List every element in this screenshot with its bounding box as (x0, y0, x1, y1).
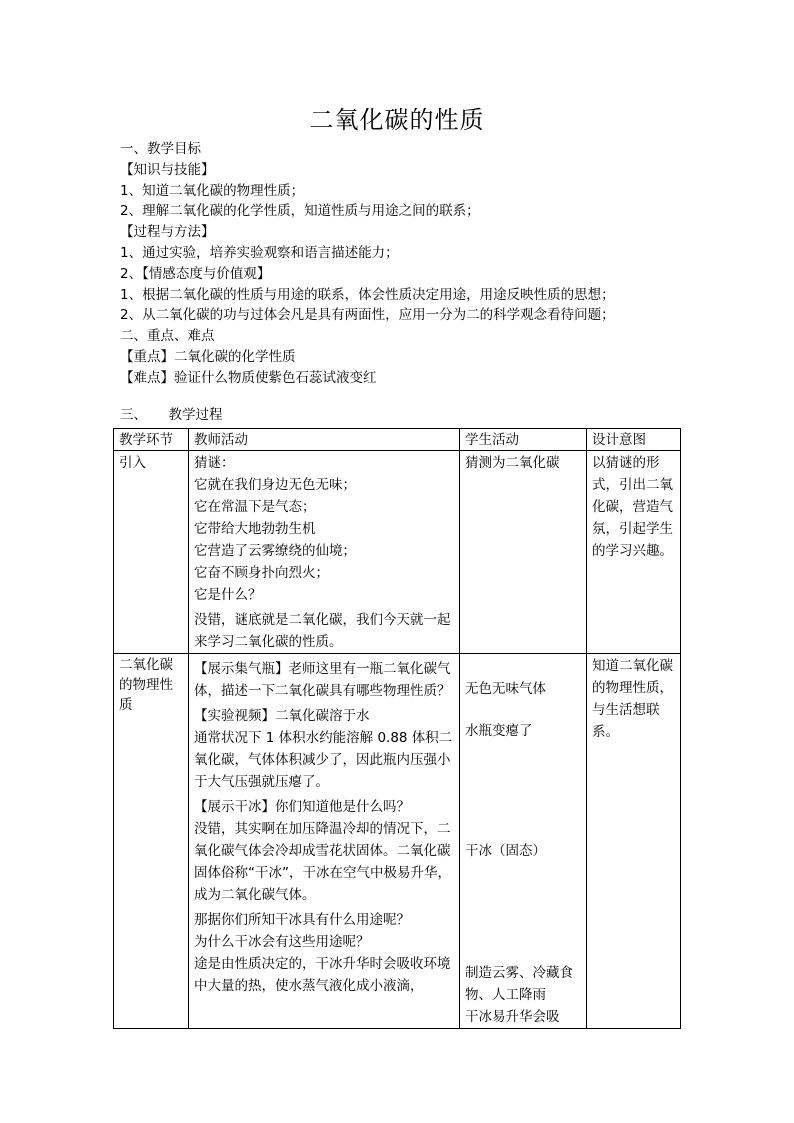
teacher-line: 【展示集气瓶】老师这里有一瓶二氧化碳气体，描述一下二氧化碳具有哪些物理性质？ (194, 661, 451, 699)
teacher-line: 它是什么？ (194, 587, 262, 603)
teacher-line: 为什么干冰会有这些用途呢？ (194, 934, 370, 950)
intent-text: 以猜谜的形式，引出二氧化碳，营造气氛，引起学生的学习兴趣。 (592, 455, 673, 559)
teacher-line: 它奋不顾身扑向烈火； (194, 565, 329, 581)
difficulty-item: 【难点】验证什么物质使紫色石蕊试液变红 (120, 369, 377, 386)
stage-text: 二氧化碳的物理性质 (119, 657, 173, 713)
student-line: 无色无味气体 (465, 681, 546, 697)
student-line: 水瓶变瘪了 (465, 723, 533, 739)
header-teacher: 教师活动 (189, 429, 460, 451)
teacher-line: 【实验视频】二氧化碳溶于水 (194, 708, 370, 724)
student-line: 干冰易升华会吸 (465, 1009, 560, 1025)
stage-text: 引入 (119, 455, 146, 471)
teacher-line: 猜谜： (194, 455, 235, 471)
header-student: 学生活动 (460, 429, 587, 451)
keypoint-item: 【重点】二氧化碳的化学性质 (120, 348, 296, 365)
objective-item: 1、根据二氧化碳的性质与用途的联系，体会性质决定用途，用途反映性质的思想； (120, 286, 615, 303)
teaching-process-table (113, 428, 681, 1029)
table-header-row (114, 429, 681, 451)
objective-item: 2、从二氧化碳的功与过体会凡是具有两面性，应用一分为二的科学观念看待问题； (120, 307, 615, 324)
document-title: 二氧化碳的性质 (309, 106, 485, 134)
subheading-process: 【过程与方法】 (120, 224, 215, 241)
teacher-line: 它就在我们身边无色无味； (194, 477, 356, 493)
section-heading-process-table: 三、 教学过程 (120, 407, 223, 423)
stage-cell (114, 451, 189, 654)
teacher-line: 它带给大地勃勃生机 (194, 521, 316, 537)
teacher-line: 它营造了云雾缭绕的仙境； (194, 543, 356, 559)
teacher-line: 【展示干冰】你们知道他是什么吗？ (194, 799, 410, 815)
student-line: 制造云雾、冷藏食物、人工降雨 (465, 965, 573, 1003)
teacher-line: 途是由性质决定的，干冰升华时会吸收环境中大量的热，使水蒸气液化成小液滴， (194, 956, 451, 994)
student-cell (460, 654, 587, 1029)
teacher-line: 通常状况下 1 体积水约能溶解 0.88 体积二氧化碳，气体体积减少了，因此瓶内压强小于大气压强就压瘪了。 (194, 730, 453, 790)
teacher-cell (189, 654, 460, 1029)
section-heading-objectives: 一、教学目标 (120, 141, 201, 157)
subheading-attitude: 2、【情感态度与价值观】 (120, 265, 271, 282)
student-cell (460, 451, 587, 654)
student-line: 干冰（固态） (465, 843, 546, 859)
header-intent: 设计意图 (587, 429, 681, 451)
objective-item: 2、理解二氧化碳的化学性质，知道性质与用途之间的联系； (120, 203, 480, 220)
subheading-knowledge: 【知识与技能】 (120, 161, 215, 178)
header-stage: 教学环节 (114, 429, 189, 451)
intent-cell (587, 654, 681, 1029)
teacher-cell (189, 451, 460, 654)
objective-item: 1、通过实验，培养实验观察和语言描述能力； (120, 244, 399, 261)
table-row (114, 654, 681, 1029)
teacher-line: 没错，谜底就是二氧化碳，我们今天就一起来学习二氧化碳的性质。 (194, 612, 451, 650)
intent-cell (587, 451, 681, 654)
teacher-line: 没错，其实啊在加压降温冷却的情况下，二氧化碳气体会冷却成雪花状固体。二氧化碳固体俗称“干冰”，干冰在空气中极易升华，成为二氧化碳气体。 (194, 821, 451, 903)
section-heading-keypoints: 二、重点、难点 (120, 328, 215, 345)
student-text: 猜测为二氧化碳 (465, 455, 560, 471)
table-row (114, 451, 681, 654)
intent-text: 知道二氧化碳的物理性质，与生活想联系。 (592, 658, 673, 740)
objective-item: 1、知道二氧化碳的物理性质； (120, 182, 305, 199)
teacher-line: 它在常温下是气态； (194, 499, 316, 515)
teacher-line: 那据你们所知干冰具有什么用途呢？ (194, 912, 410, 928)
stage-cell (114, 654, 189, 1029)
objectives-section (120, 139, 700, 389)
